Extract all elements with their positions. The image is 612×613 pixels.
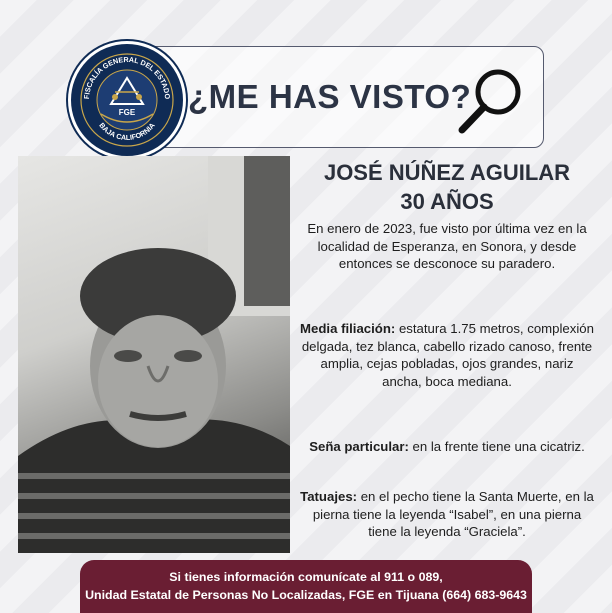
circumstance-text: En enero de 2023, fue visto por última vez en la localidad de Esperanza, en Sonora, y desde entonces se desconoce su paradero. [307, 221, 587, 272]
description-paragraph [300, 320, 594, 390]
mark-paragraph [300, 438, 594, 456]
tattoos-label: Tatuajes: [300, 489, 358, 504]
description-label: Media filiación: [300, 321, 396, 336]
description-text: estatura 1.75 metros, complexión delgada, tez blanca, cabello rizado canoso, frente amplia, cejas pobladas, ojos grandes, nariz ancha, boca mediana. [301, 321, 594, 389]
fiscalia-seal-logo [68, 41, 186, 159]
magnifier-icon [454, 64, 532, 136]
tattoos-paragraph [300, 488, 594, 541]
svg-text:BAJA CALIFORNIA: BAJA CALIFORNIA [97, 120, 157, 143]
svg-text:FGE: FGE [118, 108, 136, 117]
missing-person-photo [18, 156, 290, 553]
mark-text: en la frente tiene una cicatriz. [408, 439, 585, 454]
person-name: JOSÉ NÚÑEZ AGUILAR [323, 160, 571, 185]
person-age: 30 AÑOS [400, 189, 494, 214]
tattoos-text: en el pecho tiene la Santa Muerte, en la pierna tiene la leyenda “Isabel”, en una pierna tiene la leyenda “Graciela”. [312, 489, 594, 540]
contact-footer [80, 560, 532, 613]
svg-text:FISCALÍA GENERAL DEL ESTADO: FISCALÍA GENERAL DEL ESTADO [81, 54, 173, 100]
footer-line-2: Unidad Estatal de Personas No Localizadas, FGE en Tijuana (664) 683-9643 [85, 588, 527, 602]
mark-label: Seña particular: [309, 439, 409, 454]
headline: ¿ME HAS VISTO? [188, 78, 472, 115]
footer-line-1: Si tienes información comunícate al 911 o 089, [169, 570, 443, 584]
